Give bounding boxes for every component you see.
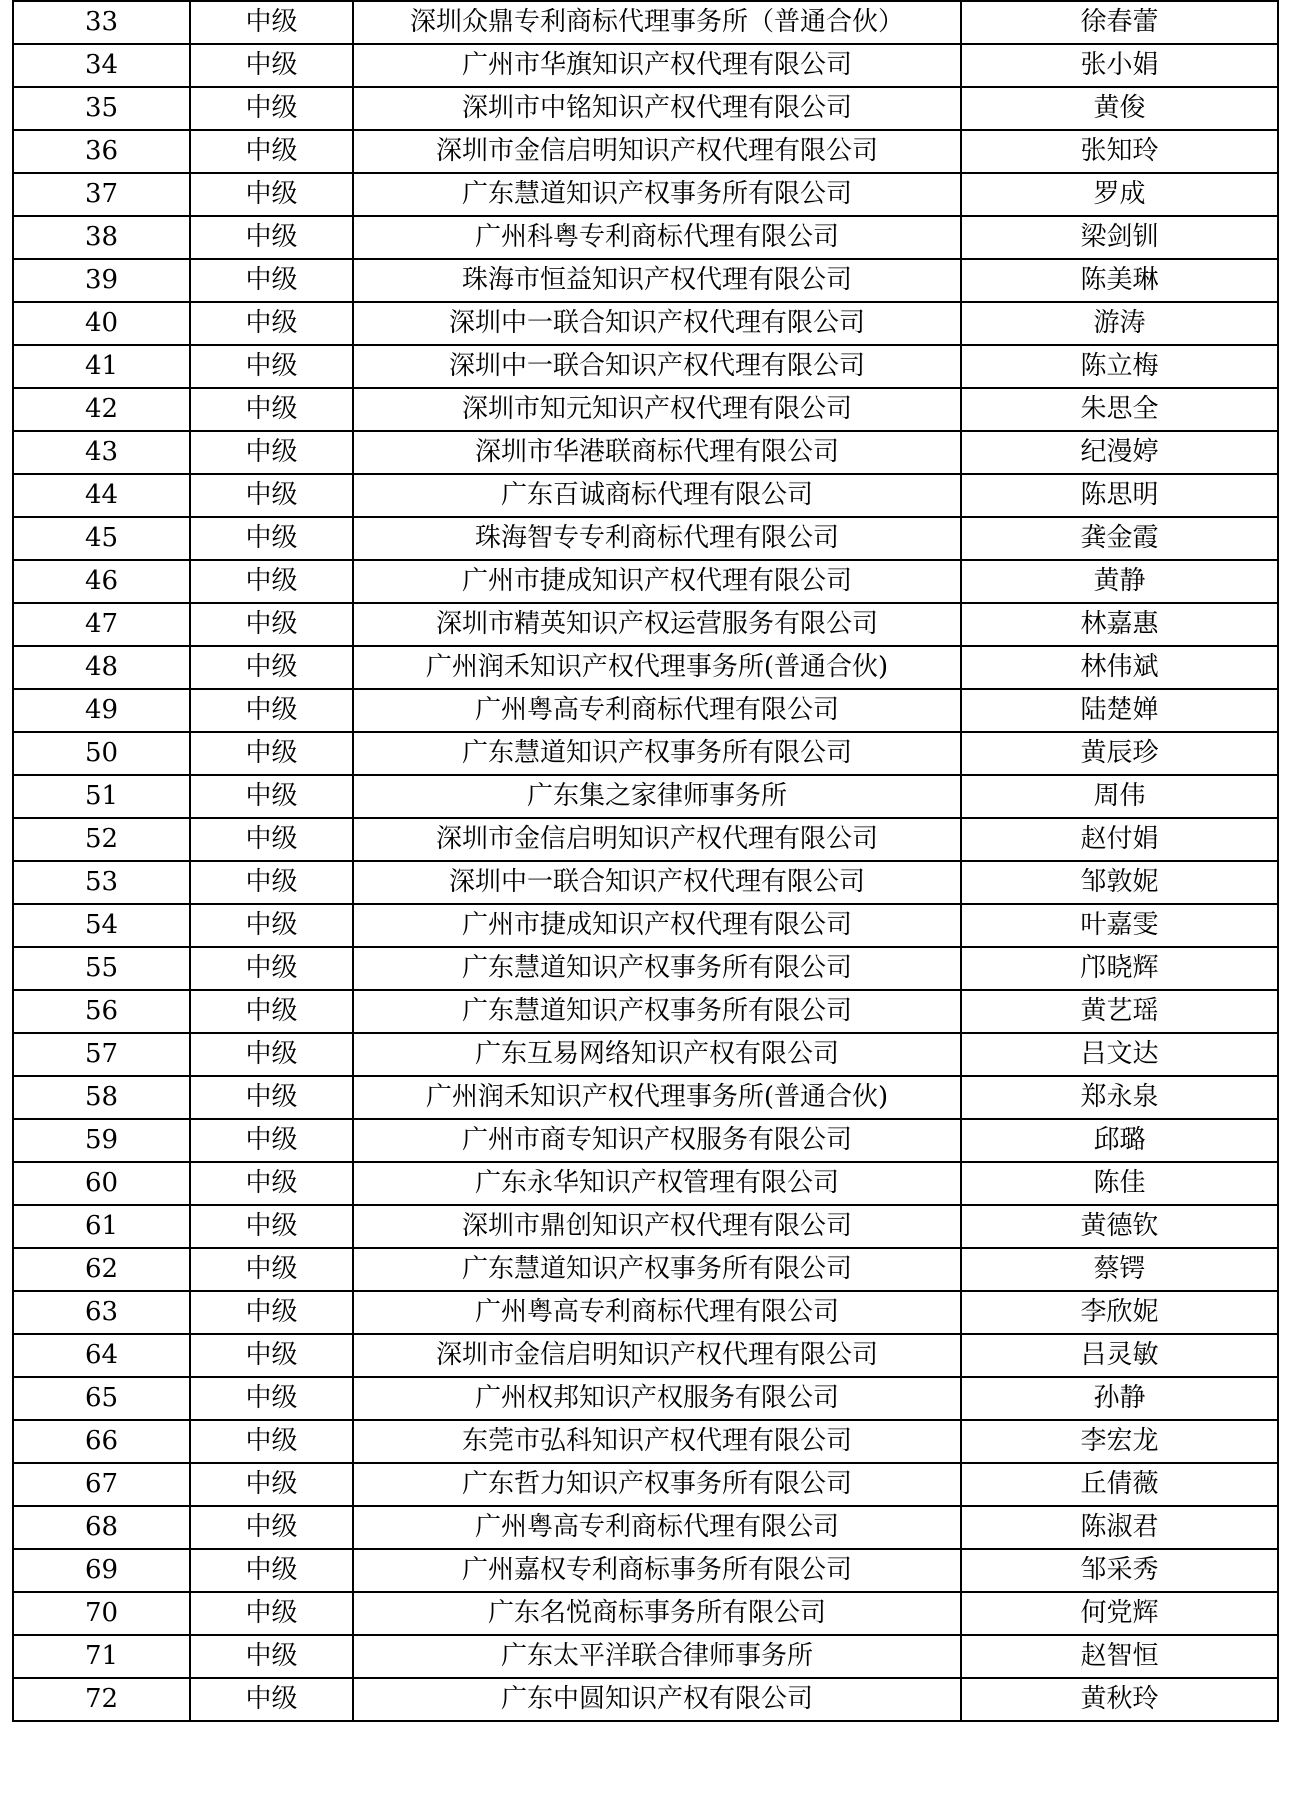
cell-level: 中级 (190, 1334, 353, 1377)
cell-organization: 珠海智专专利商标代理有限公司 (353, 517, 961, 560)
cell-person-name: 吕灵敏 (961, 1334, 1278, 1377)
cell-person-name: 龚金霞 (961, 517, 1278, 560)
cell-person-name: 李欣妮 (961, 1291, 1278, 1334)
cell-organization: 深圳市金信启明知识产权代理有限公司 (353, 1334, 961, 1377)
table-row (13, 1377, 1278, 1420)
cell-organization: 深圳市金信启明知识产权代理有限公司 (353, 818, 961, 861)
cell-number: 46 (13, 560, 190, 603)
cell-level: 中级 (190, 517, 353, 560)
cell-number: 44 (13, 474, 190, 517)
cell-organization: 广东慧道知识产权事务所有限公司 (353, 173, 961, 216)
cell-person-name: 黄德钦 (961, 1205, 1278, 1248)
cell-number: 57 (13, 1033, 190, 1076)
cell-number: 49 (13, 689, 190, 732)
cell-organization: 广州市捷成知识产权代理有限公司 (353, 560, 961, 603)
cell-number: 33 (13, 1, 190, 44)
table-row (13, 173, 1278, 216)
cell-number: 59 (13, 1119, 190, 1162)
cell-organization: 广东慧道知识产权事务所有限公司 (353, 1248, 961, 1291)
table-row (13, 1635, 1278, 1678)
cell-number: 63 (13, 1291, 190, 1334)
table-row (13, 818, 1278, 861)
table-row (13, 431, 1278, 474)
cell-level: 中级 (190, 1592, 353, 1635)
cell-number: 45 (13, 517, 190, 560)
cell-organization: 深圳中一联合知识产权代理有限公司 (353, 302, 961, 345)
cell-organization: 深圳市精英知识产权运营服务有限公司 (353, 603, 961, 646)
cell-level: 中级 (190, 216, 353, 259)
cell-person-name: 叶嘉雯 (961, 904, 1278, 947)
cell-person-name: 朱思全 (961, 388, 1278, 431)
cell-person-name: 黄艺瑶 (961, 990, 1278, 1033)
cell-number: 38 (13, 216, 190, 259)
cell-organization: 广东百诚商标代理有限公司 (353, 474, 961, 517)
cell-number: 72 (13, 1678, 190, 1721)
table-row (13, 1678, 1278, 1721)
cell-organization: 广东慧道知识产权事务所有限公司 (353, 990, 961, 1033)
cell-organization: 广州市商专知识产权服务有限公司 (353, 1119, 961, 1162)
cell-organization: 广东集之家律师事务所 (353, 775, 961, 818)
table-row (13, 1205, 1278, 1248)
cell-number: 64 (13, 1334, 190, 1377)
cell-number: 55 (13, 947, 190, 990)
cell-number: 67 (13, 1463, 190, 1506)
cell-person-name: 李宏龙 (961, 1420, 1278, 1463)
cell-organization: 深圳市知元知识产权代理有限公司 (353, 388, 961, 431)
cell-level: 中级 (190, 431, 353, 474)
cell-person-name: 黄静 (961, 560, 1278, 603)
cell-organization: 广东中圆知识产权有限公司 (353, 1678, 961, 1721)
cell-level: 中级 (190, 560, 353, 603)
table-row (13, 990, 1278, 1033)
cell-level: 中级 (190, 1635, 353, 1678)
cell-organization: 广州市华旗知识产权代理有限公司 (353, 44, 961, 87)
cell-number: 60 (13, 1162, 190, 1205)
cell-organization: 深圳市中铭知识产权代理有限公司 (353, 87, 961, 130)
cell-number: 69 (13, 1549, 190, 1592)
table-row (13, 1334, 1278, 1377)
cell-person-name: 陈佳 (961, 1162, 1278, 1205)
table-row (13, 87, 1278, 130)
cell-level: 中级 (190, 474, 353, 517)
cell-organization: 广州粤高专利商标代理有限公司 (353, 1291, 961, 1334)
cell-organization: 广东慧道知识产权事务所有限公司 (353, 947, 961, 990)
cell-organization: 深圳市鼎创知识产权代理有限公司 (353, 1205, 961, 1248)
cell-organization: 广州市捷成知识产权代理有限公司 (353, 904, 961, 947)
cell-level: 中级 (190, 990, 353, 1033)
cell-person-name: 黄俊 (961, 87, 1278, 130)
cell-organization: 东莞市弘科知识产权代理有限公司 (353, 1420, 961, 1463)
cell-organization: 广东慧道知识产权事务所有限公司 (353, 732, 961, 775)
table-row (13, 302, 1278, 345)
table-row (13, 646, 1278, 689)
table-row (13, 1592, 1278, 1635)
table-row (13, 1463, 1278, 1506)
cell-level: 中级 (190, 302, 353, 345)
cell-level: 中级 (190, 259, 353, 302)
cell-number: 52 (13, 818, 190, 861)
cell-number: 34 (13, 44, 190, 87)
cell-level: 中级 (190, 1033, 353, 1076)
cell-number: 61 (13, 1205, 190, 1248)
table-row (13, 732, 1278, 775)
cell-level: 中级 (190, 1678, 353, 1721)
cell-person-name: 陈美琳 (961, 259, 1278, 302)
cell-organization: 广东互易网络知识产权有限公司 (353, 1033, 961, 1076)
cell-level: 中级 (190, 904, 353, 947)
cell-organization: 广州嘉权专利商标事务所有限公司 (353, 1549, 961, 1592)
table-row (13, 775, 1278, 818)
cell-number: 54 (13, 904, 190, 947)
table-row (13, 130, 1278, 173)
table-row (13, 1076, 1278, 1119)
table-row (13, 1420, 1278, 1463)
cell-level: 中级 (190, 1248, 353, 1291)
table-body (13, 1, 1278, 1721)
cell-level: 中级 (190, 1377, 353, 1420)
cell-person-name: 郑永泉 (961, 1076, 1278, 1119)
cell-person-name: 徐春蕾 (961, 1, 1278, 44)
cell-person-name: 邱璐 (961, 1119, 1278, 1162)
cell-person-name: 陆楚婵 (961, 689, 1278, 732)
cell-organization: 深圳中一联合知识产权代理有限公司 (353, 345, 961, 388)
cell-level: 中级 (190, 1119, 353, 1162)
cell-person-name: 赵智恒 (961, 1635, 1278, 1678)
cell-level: 中级 (190, 173, 353, 216)
cell-number: 66 (13, 1420, 190, 1463)
cell-number: 37 (13, 173, 190, 216)
cell-organization: 广州科粤专利商标代理有限公司 (353, 216, 961, 259)
cell-number: 50 (13, 732, 190, 775)
cell-person-name: 张知玲 (961, 130, 1278, 173)
table-row (13, 1291, 1278, 1334)
cell-organization: 广州润禾知识产权代理事务所(普通合伙) (353, 1076, 961, 1119)
cell-number: 62 (13, 1248, 190, 1291)
cell-person-name: 林嘉惠 (961, 603, 1278, 646)
cell-person-name: 邝晓辉 (961, 947, 1278, 990)
cell-organization: 珠海市恒益知识产权代理有限公司 (353, 259, 961, 302)
table-row (13, 388, 1278, 431)
cell-organization: 深圳中一联合知识产权代理有限公司 (353, 861, 961, 904)
cell-number: 70 (13, 1592, 190, 1635)
cell-level: 中级 (190, 732, 353, 775)
cell-level: 中级 (190, 1420, 353, 1463)
cell-level: 中级 (190, 775, 353, 818)
cell-person-name: 黄秋玲 (961, 1678, 1278, 1721)
table-row (13, 1549, 1278, 1592)
cell-number: 40 (13, 302, 190, 345)
table-row (13, 689, 1278, 732)
table-row (13, 345, 1278, 388)
cell-level: 中级 (190, 1291, 353, 1334)
cell-level: 中级 (190, 1076, 353, 1119)
table-row (13, 1033, 1278, 1076)
table-row (13, 474, 1278, 517)
cell-level: 中级 (190, 1463, 353, 1506)
cell-number: 35 (13, 87, 190, 130)
table-row (13, 1, 1278, 44)
cell-person-name: 赵付娟 (961, 818, 1278, 861)
cell-level: 中级 (190, 130, 353, 173)
cell-number: 41 (13, 345, 190, 388)
cell-level: 中级 (190, 818, 353, 861)
cell-number: 48 (13, 646, 190, 689)
cell-number: 39 (13, 259, 190, 302)
cell-organization: 深圳市金信启明知识产权代理有限公司 (353, 130, 961, 173)
table-row (13, 1248, 1278, 1291)
table-row (13, 603, 1278, 646)
cell-person-name: 孙静 (961, 1377, 1278, 1420)
cell-organization: 深圳市华港联商标代理有限公司 (353, 431, 961, 474)
cell-number: 47 (13, 603, 190, 646)
cell-person-name: 邹敦妮 (961, 861, 1278, 904)
cell-organization: 深圳众鼎专利商标代理事务所（普通合伙） (353, 1, 961, 44)
cell-person-name: 梁剑钏 (961, 216, 1278, 259)
cell-person-name: 周伟 (961, 775, 1278, 818)
cell-organization: 广州润禾知识产权代理事务所(普通合伙) (353, 646, 961, 689)
cell-person-name: 吕文达 (961, 1033, 1278, 1076)
table-row (13, 517, 1278, 560)
cell-number: 71 (13, 1635, 190, 1678)
cell-level: 中级 (190, 603, 353, 646)
cell-person-name: 邹采秀 (961, 1549, 1278, 1592)
cell-organization: 广东名悦商标事务所有限公司 (353, 1592, 961, 1635)
personnel-table (12, 0, 1279, 1722)
cell-number: 56 (13, 990, 190, 1033)
cell-level: 中级 (190, 87, 353, 130)
cell-number: 51 (13, 775, 190, 818)
cell-number: 65 (13, 1377, 190, 1420)
cell-organization: 广州粤高专利商标代理有限公司 (353, 1506, 961, 1549)
cell-number: 68 (13, 1506, 190, 1549)
cell-organization: 广州粤高专利商标代理有限公司 (353, 689, 961, 732)
cell-level: 中级 (190, 947, 353, 990)
cell-level: 中级 (190, 388, 353, 431)
table-row (13, 216, 1278, 259)
cell-organization: 广东太平洋联合律师事务所 (353, 1635, 961, 1678)
cell-person-name: 陈淑君 (961, 1506, 1278, 1549)
cell-level: 中级 (190, 1205, 353, 1248)
cell-organization: 广东永华知识产权管理有限公司 (353, 1162, 961, 1205)
cell-level: 中级 (190, 1, 353, 44)
table-row (13, 259, 1278, 302)
cell-level: 中级 (190, 1549, 353, 1592)
cell-level: 中级 (190, 1162, 353, 1205)
table-row (13, 560, 1278, 603)
cell-number: 58 (13, 1076, 190, 1119)
table-row (13, 1119, 1278, 1162)
cell-person-name: 何党辉 (961, 1592, 1278, 1635)
cell-person-name: 蔡锷 (961, 1248, 1278, 1291)
cell-person-name: 黄辰珍 (961, 732, 1278, 775)
cell-person-name: 丘倩薇 (961, 1463, 1278, 1506)
cell-person-name: 张小娟 (961, 44, 1278, 87)
table-row (13, 947, 1278, 990)
cell-person-name: 林伟斌 (961, 646, 1278, 689)
cell-level: 中级 (190, 646, 353, 689)
cell-person-name: 陈思明 (961, 474, 1278, 517)
table-row (13, 44, 1278, 87)
cell-level: 中级 (190, 689, 353, 732)
cell-number: 43 (13, 431, 190, 474)
cell-number: 53 (13, 861, 190, 904)
cell-level: 中级 (190, 345, 353, 388)
cell-organization: 广州权邦知识产权服务有限公司 (353, 1377, 961, 1420)
cell-person-name: 纪漫婷 (961, 431, 1278, 474)
cell-person-name: 罗成 (961, 173, 1278, 216)
cell-organization: 广东哲力知识产权事务所有限公司 (353, 1463, 961, 1506)
cell-level: 中级 (190, 861, 353, 904)
table-row (13, 1162, 1278, 1205)
table-row (13, 861, 1278, 904)
cell-person-name: 陈立梅 (961, 345, 1278, 388)
cell-level: 中级 (190, 44, 353, 87)
cell-person-name: 游涛 (961, 302, 1278, 345)
table-row (13, 1506, 1278, 1549)
cell-number: 36 (13, 130, 190, 173)
cell-level: 中级 (190, 1506, 353, 1549)
cell-number: 42 (13, 388, 190, 431)
table-row (13, 904, 1278, 947)
document-table-container (12, 0, 1277, 1722)
